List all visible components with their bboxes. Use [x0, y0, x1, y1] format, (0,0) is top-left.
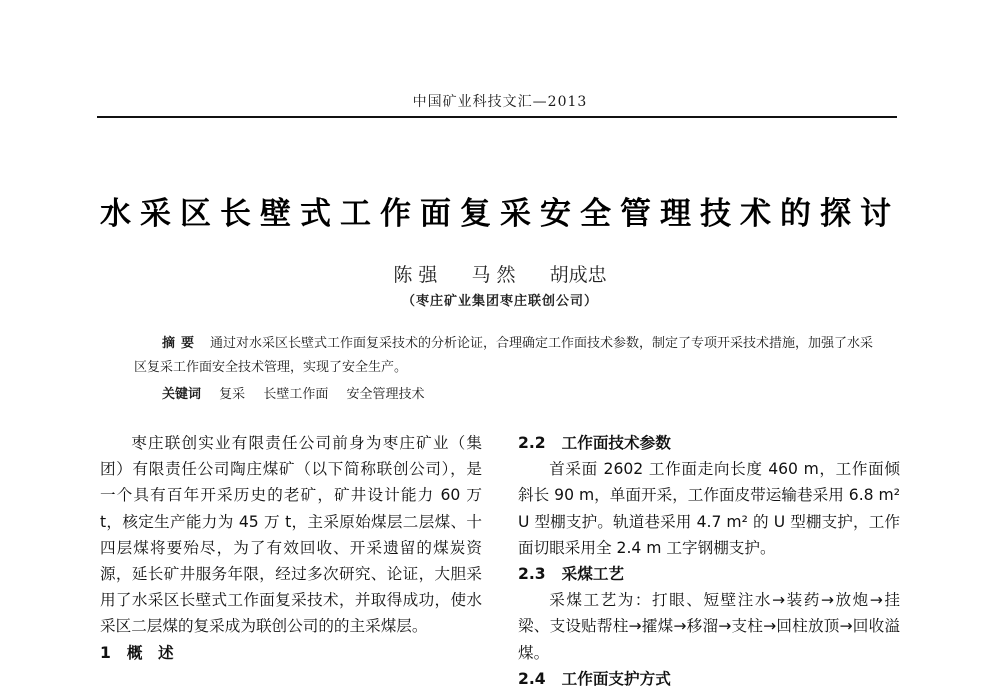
abstract-label: 摘要 [162, 336, 201, 351]
abstract [134, 332, 874, 380]
section-2-2-text: 首采面 2602 工作面走向长度 460 m，工作面倾斜长 90 m，单面开采，工作面皮带运输巷采用 6.8 m² U 型棚支护。轨道巷采用 4.7 m² 的 U 型棚支护，工作面切眼采用全 2.4 m 工字钢棚支护。 [518, 460, 900, 557]
section-number: 2.3 [518, 565, 546, 584]
keyword: 复采 [219, 387, 246, 402]
section-title: 工作面支护方式 [561, 669, 671, 688]
section-heading-1 [100, 640, 482, 666]
section-title: 概 述 [126, 643, 174, 662]
left-column [100, 430, 482, 666]
header-rule [97, 116, 897, 118]
section-number: 1 [100, 643, 111, 662]
section-heading-2-4 [518, 666, 900, 692]
section-2-3-text: 采煤工艺为：打眼、短壁注水→装药→放炮→挂梁、支设贴帮柱→攉煤→移溜→支柱→回柱放顶→回收溢煤。 [518, 591, 900, 662]
author: 马 然 [471, 264, 516, 286]
keyword: 长壁工作面 [263, 387, 329, 402]
paper-title: 水采区长壁式工作面复采安全管理技术的探讨 [100, 196, 900, 232]
section-title: 采煤工艺 [561, 565, 625, 584]
author: 陈 强 [393, 264, 438, 286]
right-column [518, 430, 900, 692]
author: 胡成忠 [549, 264, 607, 286]
section-number: 2.2 [518, 434, 546, 452]
section-heading-2-2 [518, 430, 900, 456]
author-list [0, 260, 1000, 287]
section-heading-2-3 [518, 561, 900, 587]
abstract-text: 通过对水采区长壁式工作面复采技术的分析论证，合理确定工作面技术参数，制定了专项开采技术措施，加强了水采区复采工作面安全技术管理，实现了安全生产。 [134, 336, 874, 375]
intro-paragraph: 枣庄联创实业有限责任公司前身为枣庄矿业（集团）有限责任公司陶庄煤矿（以下简称联创公司），是一个具有百年开采历史的老矿，矿井设计能力 60 万 t，核定生产能力为 45 万 t，主采原始煤层二层煤、十四层煤将要殆尽，为了有效回收、开采遗留的煤炭资源，延长矿井服务年限，经过多次研究、论证，大胆采用了水采区长壁式工作面复采技术，并取得成功，使水采区二层煤的复采成为联创公司的的主采煤层。 [100, 434, 482, 636]
section-number: 2.4 [518, 669, 546, 688]
keywords-label: 关键词 [162, 387, 202, 402]
keyword: 安全管理技术 [346, 387, 425, 402]
keywords [162, 383, 438, 402]
section-title: 工作面技术参数 [561, 434, 671, 452]
affiliation: （枣庄矿业集团枣庄联创公司） [401, 294, 598, 309]
running-head: 中国矿业科技文汇—2013 [412, 94, 588, 110]
